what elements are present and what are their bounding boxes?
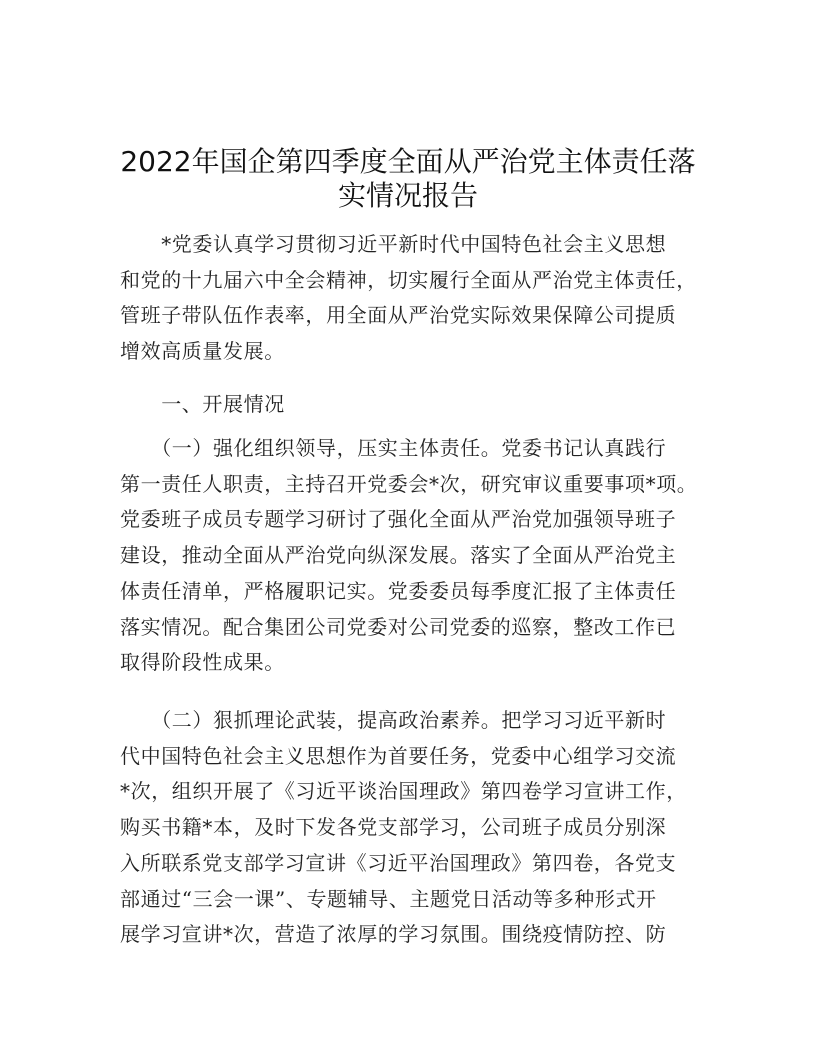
title-line-2: 实情况报告 xyxy=(337,179,478,212)
text-line: 落实情况。配合集团公司党委对公司党委的巡察，整改工作已 xyxy=(120,614,677,639)
title-line-1: 2022年国企第四季度全面从严治党主体责任落 xyxy=(120,145,696,178)
text-line: 管班子带队伍作表率，用全面从严治党实际效果保障公司提质 xyxy=(120,303,677,328)
intro-paragraph xyxy=(120,227,700,370)
text-line: 购买书籍*本，及时下发各党支部学习，公司班子成员分别深 xyxy=(120,815,667,840)
paragraph-1 xyxy=(120,431,700,681)
text-line: *党委认真学习贯彻习近平新时代中国特色社会主义思想 xyxy=(120,232,667,256)
paragraph-2 xyxy=(120,703,700,953)
text-line: （二）狠抓理论武装，提高政治素养。把学习习近平新时 xyxy=(120,708,667,732)
text-line: 部通过“三会一课”、专题辅导、主题党日活动等多种形式开 xyxy=(120,886,657,911)
text-line: 和党的十九届六中全会精神，切实履行全面从严治党主体责任， xyxy=(120,267,697,292)
section-heading xyxy=(120,387,700,423)
text-line: 增效高质量发展。 xyxy=(120,339,285,364)
text-line: 建设，推动全面从严治党向纵深发展。落实了全面从严治党主 xyxy=(120,543,677,568)
text-line: 入所联系党支部学习宣讲《习近平治国理政》第四卷，各党支 xyxy=(120,850,677,875)
text-line: *次，组织开展了《习近平谈治国理政》第四卷学习宣讲工作， xyxy=(120,779,687,804)
text-line: （一）强化组织领导，压实主体责任。党委书记认真践行 xyxy=(120,436,667,460)
text-line: 代中国特色社会主义思想作为首要任务，党委中心组学习交流 xyxy=(120,743,677,768)
text-line: 第一责任人职责，主持召开党委会*次，研究审议重要事项*项。 xyxy=(120,471,698,496)
text-line: 取得阶段性成果。 xyxy=(120,650,285,675)
text-line: 体责任清单，严格履职记实。党委委员每季度汇报了主体责任 xyxy=(120,578,677,603)
section-heading-text: 一、开展情况 xyxy=(120,392,285,416)
text-line: 党委班子成员专题学习研讨了强化全面从严治党加强领导班子 xyxy=(120,507,677,532)
text-line: 展学习宣讲*次，营造了浓厚的学习氛围。围绕疫情防控、防 xyxy=(120,922,667,947)
document-title xyxy=(100,145,716,213)
